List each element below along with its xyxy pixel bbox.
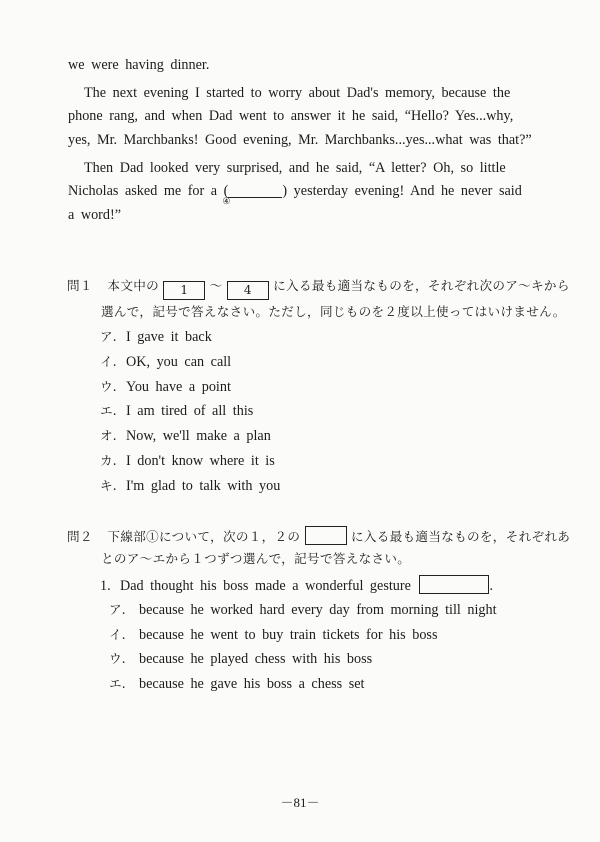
q1-option	[100, 427, 271, 445]
passage-line-2: The next evening I started to worry about Dad's memory, because the	[84, 85, 511, 101]
option-kana: エ.	[100, 403, 117, 418]
q1-tilde: ～	[209, 278, 223, 293]
q2-option	[109, 626, 437, 644]
passage-line-5: Then Dad looked very surprised, and he said, “A letter? Oh, so little	[84, 160, 506, 176]
sub1-number: 1.	[100, 578, 111, 594]
option-text: I'm glad to talk with you	[126, 478, 281, 494]
q2-sub1	[100, 575, 493, 595]
q2-line-1	[67, 526, 570, 546]
q1-text-b: に入る最も適当なものを，それぞれ次のア～キから	[273, 278, 570, 293]
answer-box-4: 4	[227, 281, 269, 300]
option-text: because he worked hard every day from morning till night	[139, 602, 497, 618]
q2-text-a: 下線部①について，次の１，２の	[107, 529, 301, 544]
option-kana: ウ.	[100, 379, 117, 394]
option-kana: エ.	[109, 676, 126, 691]
passage-line-6-before: Nicholas asked me for a	[68, 183, 218, 199]
sub1-period: .	[489, 578, 493, 594]
q1-option	[100, 378, 231, 396]
page-number: －81－	[280, 795, 320, 810]
q1-option	[100, 353, 231, 371]
option-kana: オ.	[100, 428, 117, 443]
answer-box-empty	[305, 526, 347, 545]
q1-option	[100, 477, 280, 495]
option-kana: イ.	[100, 354, 117, 369]
option-text: I don't know where it is	[126, 453, 275, 469]
passage-line-7: a word!”	[68, 207, 122, 223]
option-kana: ア.	[109, 602, 126, 617]
passage-line-6-after: yesterday evening! And he never said	[293, 183, 522, 199]
option-text: because he went to buy train tickets for his boss	[139, 627, 438, 643]
passage-line-4: yes, Mr. Marchbanks! Good evening, Mr. Marchbanks...yes...what was that?”	[68, 132, 532, 148]
q1-line-2: 選んで，記号で答えなさい。ただし，同じものを２度以上使ってはいけません。	[101, 304, 566, 319]
passage-line-6	[68, 182, 522, 206]
q2-line-2: とのア～エから１つずつ選んで，記号で答えなさい。	[101, 551, 411, 566]
q1-line-1	[67, 277, 570, 300]
q2-number: 問２	[67, 529, 93, 544]
q1-option	[100, 402, 253, 420]
blank-marker: ④	[222, 196, 231, 206]
sub1-text: Dad thought his boss made a wonderful gesture	[120, 578, 411, 594]
option-text: I am tired of all this	[126, 403, 254, 419]
underlined-blank-4	[222, 183, 282, 206]
option-kana: カ.	[100, 453, 117, 468]
option-text: because he gave his boss a chess set	[139, 676, 365, 692]
option-text: because he played chess with his boss	[139, 651, 373, 667]
option-kana: キ.	[100, 478, 117, 493]
passage-line-3: phone rang, and when Dad went to answer it he said, “Hello? Yes...why,	[68, 108, 514, 124]
answer-box-sub1	[419, 575, 489, 594]
option-text: You have a point	[126, 379, 231, 395]
passage-line-1: we were having dinner.	[68, 57, 210, 73]
q1-option	[100, 328, 212, 346]
option-kana: ア.	[100, 329, 117, 344]
option-text: I gave it back	[126, 329, 212, 345]
paren-open: (	[223, 183, 229, 199]
q2-text-b: に入る最も適当なものを，それぞれあ	[350, 529, 571, 544]
q2-option	[109, 675, 364, 693]
q1-text-a: 本文中の	[107, 278, 159, 293]
answer-box-1: 1	[163, 281, 205, 300]
q1-number: 問１	[67, 278, 93, 293]
option-kana: ウ.	[109, 651, 126, 666]
q2-option	[109, 650, 372, 668]
paren-close: )	[282, 183, 288, 199]
option-text: Now, we'll make a plan	[126, 428, 271, 444]
q2-option	[109, 601, 497, 619]
option-kana: イ.	[109, 627, 126, 642]
q1-option	[100, 452, 275, 470]
option-text: OK, you can call	[126, 354, 232, 370]
